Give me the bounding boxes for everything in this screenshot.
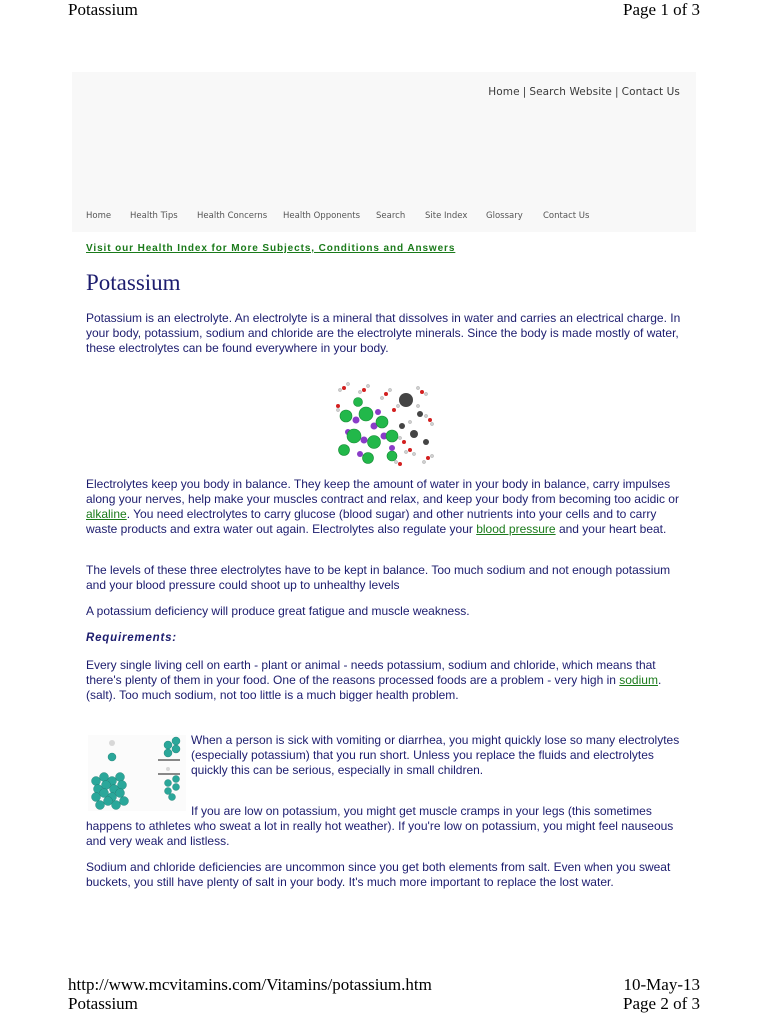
print-footer-url: http://www.mcvitamins.com/Vitamins/potassium.htm [68,975,432,994]
top-link-home[interactable]: Home [488,86,520,98]
requirements-heading: Requirements: [86,632,177,644]
health-index-link[interactable]: Visit our Health Index for More Subjects, Conditions and Answers [86,243,456,254]
salt-crystal-image [88,735,186,811]
blood-pressure-link[interactable]: blood pressure [476,522,556,536]
nav-home[interactable]: Home [86,211,112,221]
nav-glossary[interactable]: Glossary [486,211,523,221]
balance-paragraph: The levels of these three electrolytes have to be kept in balance. Too much sodium and not enough potassium and your blood pressure could shoot up to unhealthy levels [86,563,671,592]
nav-health-concerns[interactable]: Health Concerns [197,211,268,221]
nav-health-opponents[interactable]: Health Opponents [283,211,361,221]
sickness-paragraph: When a person is sick with vomiting or diarrhea, you might quickly lose so many electrolytes (especially potassium) that you run short. Unless you replace the fluids and electrolytes quickly this can be serious, especially in small children. [191,733,680,777]
main-nav [72,202,696,232]
page-title: Potassium [86,270,181,295]
sodium-link[interactable]: sodium [619,673,658,687]
low-potassium-paragraph: If you are low on potassium, you might get muscle cramps in your legs (this sometimes happens to athletes who sweat a lot in really hot weather). If you're low on potassium, you might feel nauseous and very weak and listless. [86,804,674,848]
deficiency-paragraph: A potassium deficiency will produce great fatigue and muscle weakness. [86,604,470,618]
nav-health-tips[interactable]: Health Tips [130,211,178,221]
print-header-page: Page 1 of 3 [623,0,700,19]
top-links: Home | Search Website | Contact Us [488,86,680,98]
electrolytes-paragraph: Electrolytes keep you body in balance. They keep the amount of water in your body in balance, carry impulses along your nerves, help make your muscles contract and relax, and keep your body from becoming too acidic or alkaline. You need electrolytes to carry glucose (blood sugar) and other nutrients into your cells and to carry waste products and extra water out again. Electrolytes also regulate your blood pressure and your heart beat. [86,477,679,536]
alkaline-link[interactable]: alkaline [86,507,127,521]
site-banner [72,72,696,202]
requirements-paragraph: Every single living cell on earth - plant or animal - needs potassium, sodium and chloride, which means that there's plenty of them in your food. One of the reasons processed foods are a problem - very high in sodium.(salt). Too much sodium, not too little is a much bigger health problem. [86,658,662,702]
nav-site-index[interactable]: Site Index [425,211,468,221]
electrolyte-molecule-image [334,380,434,466]
nav-contact-us[interactable]: Contact Us [543,211,590,221]
nav-search[interactable]: Search [376,211,406,221]
sodium-chloride-paragraph: Sodium and chloride deficiencies are uncommon since you get both elements from salt. Even when you sweat buckets, you still have plenty of salt in your body. It's much more important to replace the lost water. [86,860,671,889]
top-link-contact[interactable]: Contact Us [621,86,680,98]
print-next-page: Page 2 of 3 [623,994,700,1013]
top-link-search[interactable]: Search Website [529,86,612,98]
print-next-title: Potassium [68,994,138,1013]
print-footer-date: 10-May-13 [623,975,700,994]
print-header-title: Potassium [68,0,138,19]
intro-paragraph: Potassium is an electrolyte. An electrolyte is a mineral that dissolves in water and carries an electrical charge. In your body, potassium, sodium and chloride are the electrolyte minerals. Since the body is made mostly of water, these electrolytes can be found everywhere in your body. [86,311,681,355]
